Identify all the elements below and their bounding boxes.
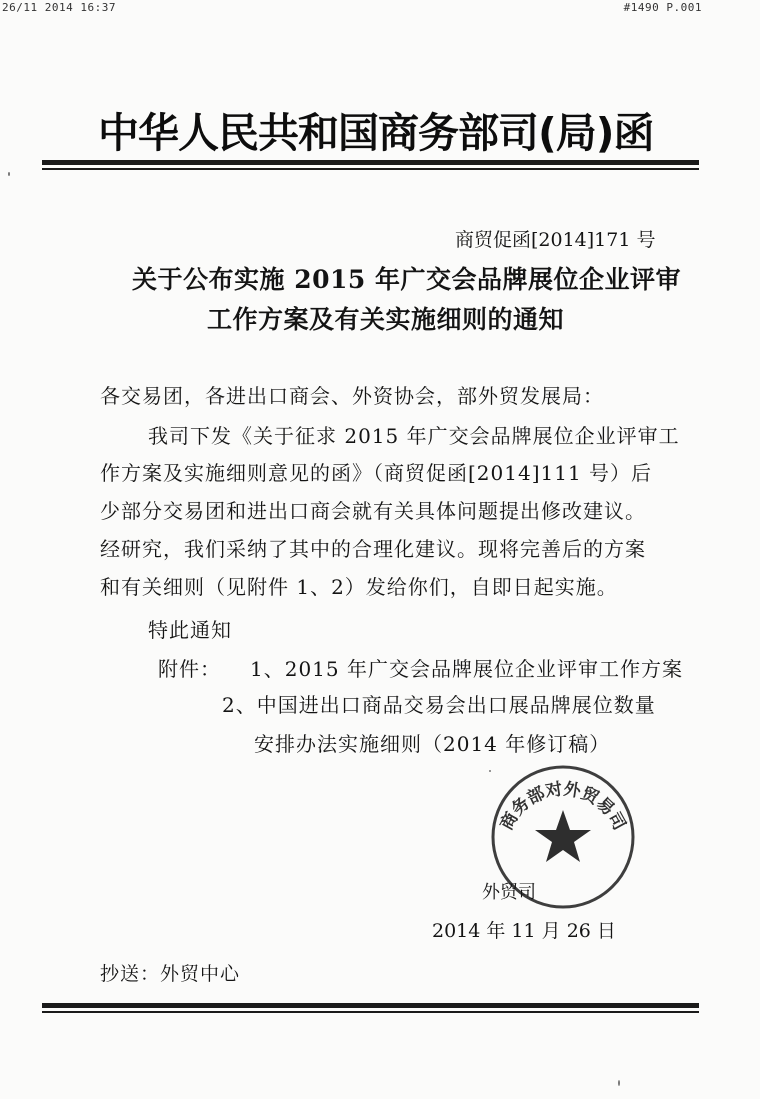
signature-date: 2014 年 11 月 26 日: [432, 920, 616, 942]
seal-star-icon: [535, 810, 591, 862]
fax-timestamp: 26/11 2014 16:37: [2, 1, 116, 14]
closing-notice: 特此通知: [148, 618, 232, 642]
body-line: 经研究，我们采纳了其中的合理化建议。现将完善后的方案: [100, 537, 646, 561]
attachment-item-2: 2、中国进出口商品交易会出口展品牌展位数量: [222, 693, 656, 717]
body-line: 少部分交易团和进出口商会就有关具体问题提出修改建议。: [100, 499, 646, 523]
body-line: 和有关细则（见附件 1、2）发给你们，自即日起实施。: [100, 575, 618, 599]
footer-rule-thin: [42, 1011, 699, 1013]
document-title-line-1: 关于公布实施 2015 年广交会品牌展位企业评审: [132, 265, 681, 294]
body-line: 我司下发《关于征求 2015 年广交会品牌展位企业评审工: [148, 424, 680, 448]
salutation: 各交易团，各进出口商会、外资协会，部外贸发展局：: [100, 384, 604, 408]
letterhead-rule-thin: [42, 168, 699, 170]
seal-text: 商务部对外贸易司: [496, 779, 630, 834]
letterhead-rule: [42, 160, 699, 165]
body-line: 作方案及实施细则意见的函》（商贸促函[2014]111 号）后: [100, 461, 653, 485]
fax-page-code: #1490 P.001: [623, 1, 702, 14]
fax-header: [0, 0, 760, 18]
letterhead-title: 中华人民共和国商务部司(局)函: [98, 109, 654, 157]
scan-speck: [618, 1080, 620, 1086]
document-title-line-2: 工作方案及有关实施细则的通知: [207, 305, 565, 334]
scan-speck: [489, 770, 491, 772]
footer-rule: [42, 1003, 699, 1008]
scan-speck: [8, 172, 10, 176]
signature-organization: 外贸司: [482, 882, 536, 903]
attachment-item-1: 1、2015 年广交会品牌展位企业评审工作方案: [250, 657, 683, 681]
attachment-item-2-continued: 安排办法实施细则（2014 年修订稿）: [254, 732, 611, 756]
document-number: 商贸促函[2014]171 号: [455, 229, 656, 251]
carbon-copy: 抄送：外贸中心: [100, 963, 241, 985]
attachments-label: 附件：: [158, 657, 221, 681]
